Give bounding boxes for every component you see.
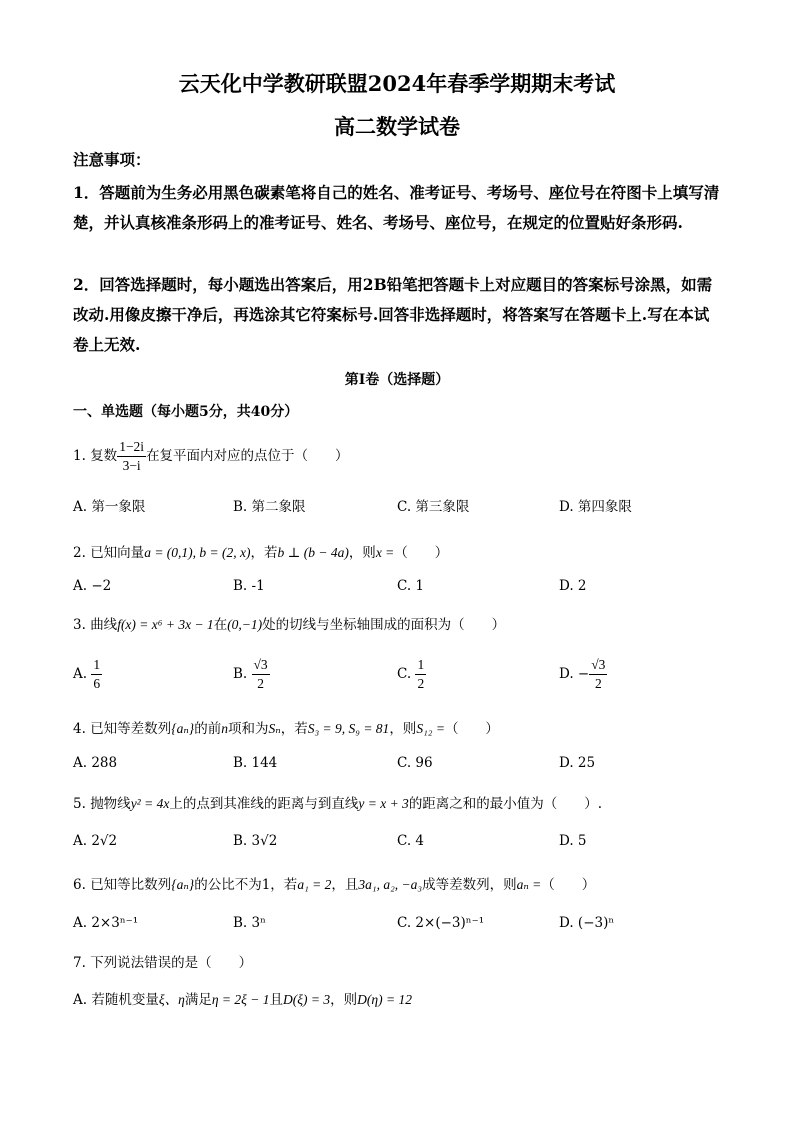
q6-option-c: C. 2×(−3)ⁿ⁻¹ bbox=[397, 915, 485, 931]
math-expression: a = (0,1), b = (2, x) bbox=[144, 545, 251, 560]
question-1 bbox=[73, 438, 349, 475]
question-text: 在复平面内对应的点位于（ ） bbox=[146, 448, 349, 464]
exam-title: 云天化中学教研联盟2024年春季学期期末考试 bbox=[178, 71, 616, 96]
q2-option-d: D. 2 bbox=[559, 578, 587, 594]
q1-option-c: C. 第三象限 bbox=[397, 499, 470, 515]
fraction: $\frac{√3}{2}$ bbox=[253, 657, 268, 691]
q1-option-b: B. 第二象限 bbox=[233, 499, 306, 515]
notes-heading: 注意事项： bbox=[73, 150, 151, 169]
exam-subtitle: 高二数学试卷 bbox=[334, 114, 460, 139]
fraction: $\frac{1}{6}$ bbox=[93, 657, 101, 691]
q4-option-d: D. 25 bbox=[559, 755, 596, 771]
math-expression: f(x) = x⁶ + 3x − 1 bbox=[117, 617, 214, 632]
fraction: $\frac{1-2i}{3-i}$ bbox=[119, 439, 145, 473]
q4-option-c: C. 96 bbox=[397, 755, 433, 771]
fraction: $\frac{1}{2}$ bbox=[417, 657, 425, 691]
q2-option-c: C. 1 bbox=[397, 578, 425, 594]
q4-option-b: B. 144 bbox=[233, 755, 278, 771]
q4-option-a: A. 288 bbox=[73, 755, 118, 771]
notes-item-1: 1．答题前为生务必用黑色碳素笔将自己的姓名、准考证号、考场号、座位号在符图卡上填写清楚，并认真核准条形码上的准考证号、姓名、考场号、座位号，在规定的位置贴好条形码. bbox=[73, 183, 720, 232]
q3-option-c: C. $\frac{1}{2}$ bbox=[397, 657, 425, 691]
section-heading: 一、单选题（每小题5分，共40分） bbox=[73, 404, 299, 420]
q1-option-a: A. 第一象限 bbox=[73, 499, 146, 515]
volume-heading: 第Ⅰ卷（选择题） bbox=[344, 372, 450, 388]
fraction: $\frac{√3}{2}$ bbox=[591, 657, 606, 691]
q3-option-d: D. − $\frac{√3}{2}$ bbox=[559, 657, 606, 691]
question-text: 复数 bbox=[90, 448, 118, 464]
q6-option-a: A. 2×3ⁿ⁻¹ bbox=[73, 915, 139, 931]
math-expression: b ⊥ (b − 4a) bbox=[277, 545, 349, 560]
math-expression: (0,−1) bbox=[227, 617, 263, 632]
notes-item-2: 2．回答选择题时，每小题选出答案后，用2B铅笔把答题卡上对应题目的答案标号涂黑，如需改动.用像皮擦干净后，再选涂其它符案标号.回答非选择题时，将答案写在答题卡上.写在本试卷上无效. bbox=[73, 275, 713, 354]
q6-option-d: D. (−3)ⁿ bbox=[559, 915, 615, 931]
q5-option-b: B. 3√2 bbox=[233, 833, 278, 849]
math-expression: x = bbox=[375, 545, 395, 560]
q5-option-d: D. 5 bbox=[559, 833, 587, 849]
question-6: 6. 已知等比数列{aₙ}的公比不为1，若a₁ = 2，且3a₁, a₂, −a₃成等差数列，则aₙ =（ ） bbox=[73, 877, 596, 893]
q7-option-a: A. 若随机变量ξ、η满足η = 2ξ − 1且D(ξ) = 3，则D(η) = 12 bbox=[73, 992, 412, 1008]
q2-option-a: A. −2 bbox=[73, 578, 112, 594]
q6-option-b: B. 3ⁿ bbox=[233, 915, 266, 931]
q3-option-b: B. $\frac{√3}{2}$ bbox=[233, 657, 268, 691]
question-4: 4. 已知等差数列{aₙ}的前n项和为Sₙ，若S₃ = 9, S₉ = 81，则S₁₂ =（ ） bbox=[73, 721, 499, 737]
q2-option-b: B. -1 bbox=[233, 578, 265, 594]
question-number: 1. bbox=[73, 448, 86, 464]
question-2: 2. 已知向量a = (0,1), b = (2, x)，若b ⊥ (b − 4a)，则x =（ ） bbox=[73, 545, 449, 561]
q5-option-a: A. 2√2 bbox=[73, 833, 118, 849]
q1-option-d: D. 第四象限 bbox=[559, 499, 632, 515]
question-5: 5. 抛物线y² = 4x上的点到其准线的距离与到直线y = x + 3的距离之和的最小值为（ ）. bbox=[73, 796, 603, 812]
question-3: 3. 曲线f(x) = x⁶ + 3x − 1在(0,−1)处的切线与坐标轴围成的面积为（ ） bbox=[73, 617, 506, 633]
q5-option-c: C. 4 bbox=[397, 833, 425, 849]
question-7: 7. 下列说法错误的是（ ） bbox=[73, 955, 253, 971]
q3-option-a: A. $\frac{1}{6}$ bbox=[73, 657, 101, 691]
